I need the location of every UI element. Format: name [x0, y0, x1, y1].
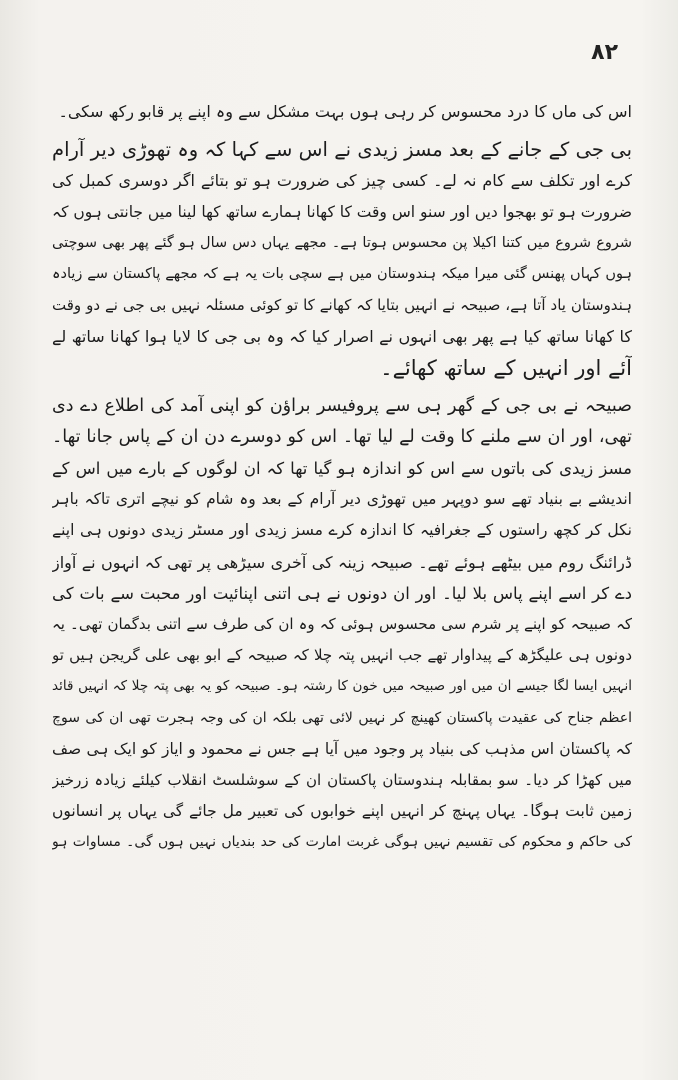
paragraph-3 — [52, 391, 632, 859]
text-line: تھی، اور ان سے ملنے کا وقت لے لیا تھا۔ اس کو دوسرے دن ان کے پاس جانا تھا۔ — [52, 426, 632, 447]
text-line: دونوں ہی علیگڑھ کے پیداوار تھے جب انہیں پتہ چلا کہ صبیحہ کے ابو بھی علی گریجن ہیں تو — [52, 646, 632, 665]
paragraph-2 — [52, 134, 632, 384]
text-line: زمین ثابت ہوگا۔ یہاں پہنچ کر انہیں اپنے خوابوں کی تعبیر مل جائے گی یہاں پر انسانوں — [52, 802, 632, 821]
text-line: انہیں ایسا لگا جیسے ان میں اور صبیحہ میں خون کا رشتہ ہو۔ صبیحہ کو یہ بھی پتہ چلا کہ انہیں قائد — [52, 678, 632, 695]
paragraph-1 — [52, 96, 632, 127]
text-line: شروع شروع میں کتنا اکیلا پن محسوس ہوتا ہے۔ مجھے یہاں دس سال ہو گئے پھر بھی سوچتی — [52, 234, 632, 251]
text-line: میں کھڑا کر دیا۔ سو بمقابلہ ہندوستان پاکستان ان کے سوشلسٹ انقلاب کیلئے زیادہ زرخیز — [52, 770, 632, 789]
body-text — [52, 96, 632, 859]
text-line: کا کھانا ساتھ کیا ہے پھر بھی انہوں نے اصرار کیا کہ وہ بی جی کا لایا ہوا کھانا ساتھ لے — [52, 327, 632, 347]
text-line: صبیحہ نے بی جی کے گھر ہی سے پروفیسر براؤن کو اپنی آمد کی اطلاع دے دی — [52, 395, 632, 416]
text-line: بی جی کے جانے کے بعد مسز زیدی نے اس سے کہا کہ وہ تھوڑی دیر آرام — [52, 138, 632, 162]
text-line: نکل کر کچھ راستوں کے جغرافیہ کا اندازہ کرے مسز زیدی اور مسٹر زیدی دونوں ہی اپنے — [52, 521, 632, 540]
text-line: ڈرائنگ روم میں بیٹھے ہوئے تھے۔ صبیحہ زینہ کی آخری سیڑھی پر تھی کہ انہوں نے آواز — [52, 552, 632, 572]
text-line: اعظم جناح کی عقیدت پاکستان کھینچ کر نہیں لائی تھی بلکہ ان کی وجہ ہجرت تھی ان کی سوچ — [52, 709, 632, 726]
page-number: ۸۲ — [591, 40, 618, 65]
text-line: ہندوستان یاد آتا ہے، صبیحہ نے انہیں بتایا کہ کھانے کا تو کوئی مسئلہ نہیں بی جی نے دو وقت — [52, 296, 632, 315]
text-line: کہ پاکستان اس مذہب کی بنیاد پر وجود میں آیا ہے جس نے محمود و ایاز کو ایک ہی صف — [52, 739, 632, 758]
text-line: آئے اور انہیں کے ساتھ کھائے۔ — [380, 355, 632, 380]
text-line: کی حاکم و محکوم کی تقسیم نہیں ہوگی غربت امارت کی حد بندیاں نہیں ہوں گی۔ مساوات ہو — [52, 834, 632, 851]
text-line: اندیشے بے بنیاد تھے سو دوپہر میں تھوڑی دیر آرام کے بعد وہ شام کو نیچے اتری تاکہ باہر — [52, 490, 632, 509]
text-line: دے کر اسے اپنے پاس بلا لیا۔ اور ان دونوں نے ہی اتنی اپنائیت اور محبت سے بات کی — [52, 583, 632, 603]
text-line: اس کی ماں کا درد محسوس کر رہی ہوں بہت مشکل سے وہ اپنے پر قابو رکھ سکی۔ — [58, 102, 632, 121]
text-line: کرے اور تکلف سے کام نہ لے۔ کسی چیز کی ضرورت ہو تو بتائے اگر دوسری کمبل کی — [52, 171, 632, 191]
text-line: کہ صبیحہ کو اپنے پر شرم سی محسوس ہوئی کہ وہ ان کی طرف سے اتنی بدگمان تھی۔ یہ — [52, 615, 632, 633]
text-line: ضرورت ہو تو بھجوا دیں اور سنو اس وقت کا کھانا ہمارے ساتھ کھا لینا میں جانتی ہوں کہ — [52, 202, 632, 221]
text-line: ہوں کہاں پھنس گئی میرا میکہ ہندوستان میں ہے سچی بات یہ ہے کہ مجھے پاکستان سے زیادہ — [52, 265, 632, 282]
text-line: مسز زیدی کی باتوں سے اس کو اندازہ ہو گیا تھا کہ ان لوگوں کے بارے میں اس کے — [52, 459, 632, 479]
